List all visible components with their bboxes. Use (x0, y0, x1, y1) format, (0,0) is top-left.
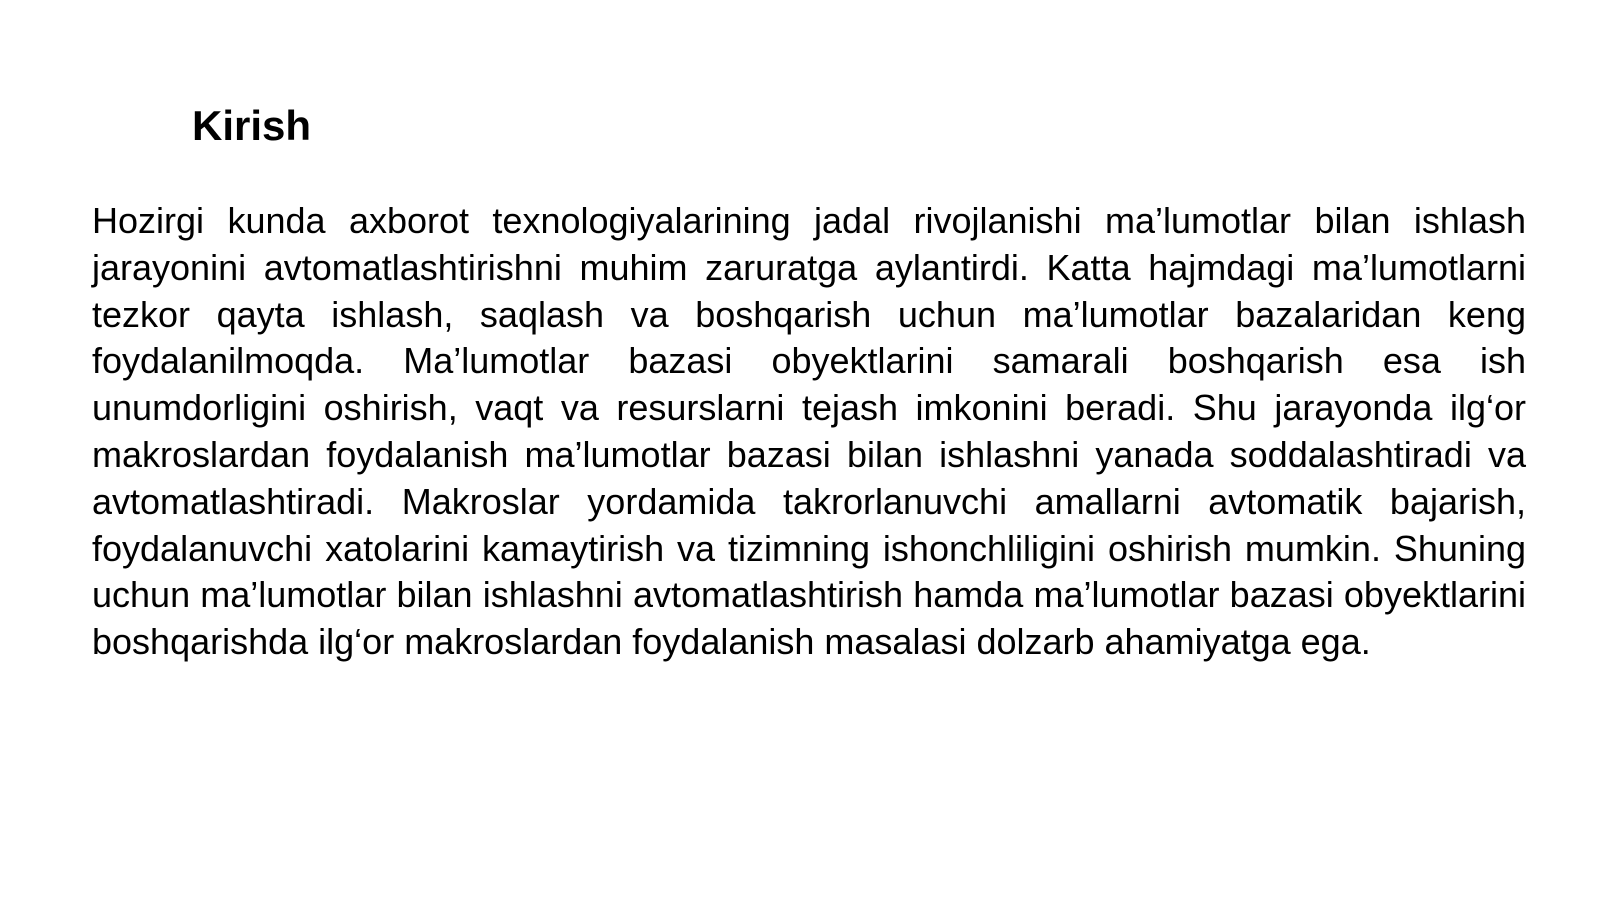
body-paragraph: Hozirgi kunda axborot texnologiyalarining jadal rivojlanishi ma’lumotlar bilan ishlash jarayonini avtomatlashtirishni muhim zaruratga aylantirdi. Katta hajmdagi ma’lumotlarni tezkor qayta ishlash, saqlash va boshqarish uchun ma’lumotlar bazalaridan keng foydalanilmoqda. Ma’lumotlar bazasi obyektlarini samarali boshqarish esa ish unumdorligini oshirish, vaqt va resurslarni tejash imkonini beradi. Shu jarayonda ilg‘or makroslardan foydalanish ma’lumotlar bazasi bilan ishlashni yanada soddalashtiradi va avtomatlashtiradi. Makroslar yordamida takrorlanuvchi amallarni avtomatik bajarish, foydalanuvchi xatolarini kamaytirish va tizimning ishonchliligini oshirish mumkin. Shuning uchun ma’lumotlar bilan ishlashni avtomatlashtirish hamda ma’lumotlar bazasi obyektlarini boshqarishda ilg‘or makroslardan foydalanish masalasi dolzarb ahamiyatga ega. (92, 200, 1526, 663)
slide-heading: Kirish (192, 102, 312, 149)
